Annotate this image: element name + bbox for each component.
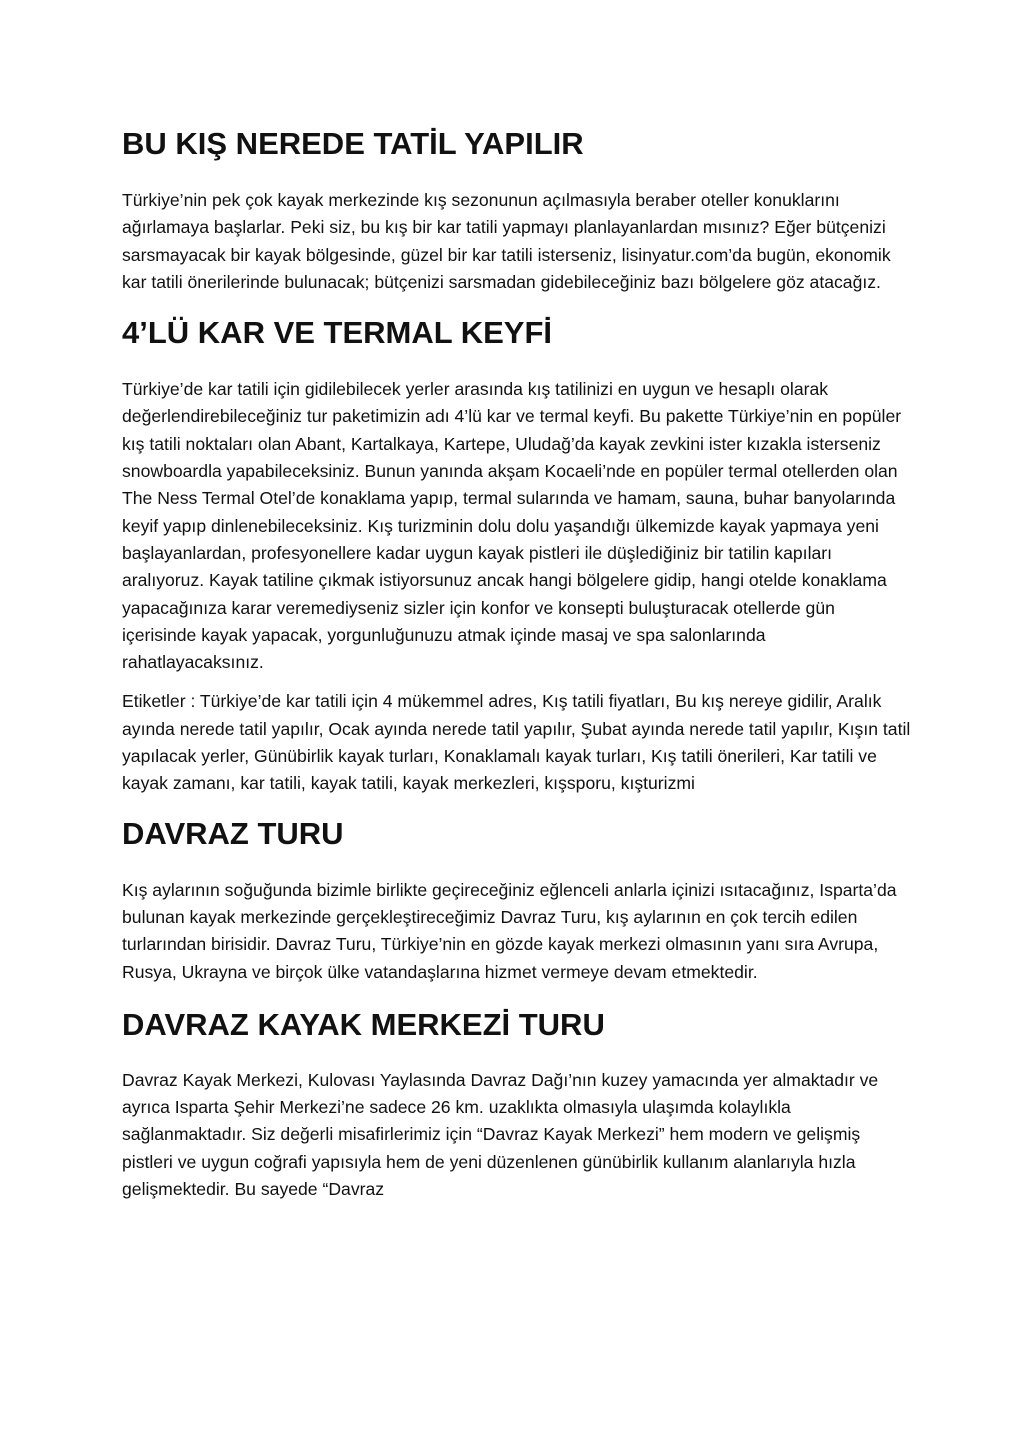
document-page: [122, 118, 912, 1203]
section-paragraph: Davraz Kayak Merkezi, Kulovası Yaylasında Davraz Dağı’nın kuzey yamacında yer almaktadır ve ayrıca Isparta Şehir Merkezi’ne sadece 26 km. uzaklıkta olmasıyla ulaşımda kolaylıkla sağlanmaktadır. Siz değerli misafirlerimiz için “Davraz Kayak Merkezi” hem modern ve gelişmiş pistleri ve uygun coğrafi yapısıyla hem de yeni düzenlenen günübirlik kullanım alanlarıyla hızla gelişmektedir. Bu sayede “Davraz: [122, 1069, 879, 1200]
section-heading: BU KIŞ NEREDE TATİL YAPILIR: [122, 126, 584, 161]
section-paragraph: Türkiye’nin pek çok kayak merkezinde kış sezonunun açılmasıyla beraber oteller konuklarını ağırlamaya başlarlar. Peki siz, bu kış bir kar tatili yapmayı planlayanlardan mısınız? Eğer bütçenizi sarsmayacak bir kayak bölgesinde, güzel bir kar tatili isterseniz, lisinyatur.com’da bugün, ekonomik kar tatili önerilerinde bulunacak; bütçenizi sarsmadan gidebileceğiniz bazı bölgelere göz atacağız.: [122, 190, 891, 292]
section-heading: 4’LÜ KAR VE TERMAL KEYFİ: [122, 315, 553, 351]
section-heading: DAVRAZ TURU: [122, 815, 344, 851]
section-paragraph: Kış aylarının soğuğunda bizimle birlikte geçireceğiniz eğlenceli anlarla içinizi ısıtacağınız, Isparta’da bulunan kayak merkezinde gerçekleştireceğimiz Davraz Turu, kış aylarının en çok tercih edilen turlarından birisidir. Davraz Turu, Türkiye’nin en gözde kayak merkezi olmasının yanı sıra Avrupa, Rusya, Ukrayna ve birçok ülke vatandaşlarına hizmet vermeye devam etmektedir.: [122, 879, 897, 982]
tags-paragraph: Etiketler : Türkiye’de kar tatili için 4 mükemmel adres, Kış tatili fiyatları, Bu kış nereye gidilir, Aralık ayında nerede tatil yapılır, Ocak ayında nerede tatil yapılır, Şubat ayında nerede tatil yapılır, Kışın tatil yapılacak yerler, Günübirlik kayak turları, Konaklamalı kayak turları, Kış tatili önerileri, Kar tatili ve kayak zamanı, kar tatili, kayak tatili, kayak merkezleri, kışsporu, kışturizmi: [122, 691, 911, 794]
section-heading: DAVRAZ KAYAK MERKEZİ TURU: [122, 1006, 605, 1042]
section-paragraph: Türkiye’de kar tatili için gidilebilecek yerler arasında kış tatilinizi en uygun ve hesaplı olarak değerlendirebileceğiniz tur paketimizin adı 4’lü kar ve termal keyfi. Bu pakette Türkiye’nin en popüler kış tatili noktaları olan Abant, Kartalkaya, Kartepe, Uludağ’da kayak zevkini ister kızakla isterseniz snowboardla yapabileceksiniz. Bunun yanında akşam Kocaeli’nde en popüler termal otellerden olan The Ness Termal Otel’de konaklama yapıp, termal sularında ve hamam, sauna, buhar banyolarında keyif yapıp dinlenebileceksiniz. Kış turizminin dolu dolu yaşandığı ülkemizde kayak yapmaya yeni başlayanlardan, profesyonellere kadar uygun kayak pistleri ile düşlediğiniz bir tatilin kapıları aralıyoruz. Kayak tatiline çıkmak istiyorsunuz ancak hangi bölgelere gidip, hangi otelde konaklama yapacağınıza karar veremediyseniz sizler için konfor ve konsepti buluşturacak otellerde gün içerisinde kayak yapacak, yorgunluğunuzu atmak içinde masaj ve spa salonlarında rahatlayacaksınız.: [122, 379, 902, 673]
